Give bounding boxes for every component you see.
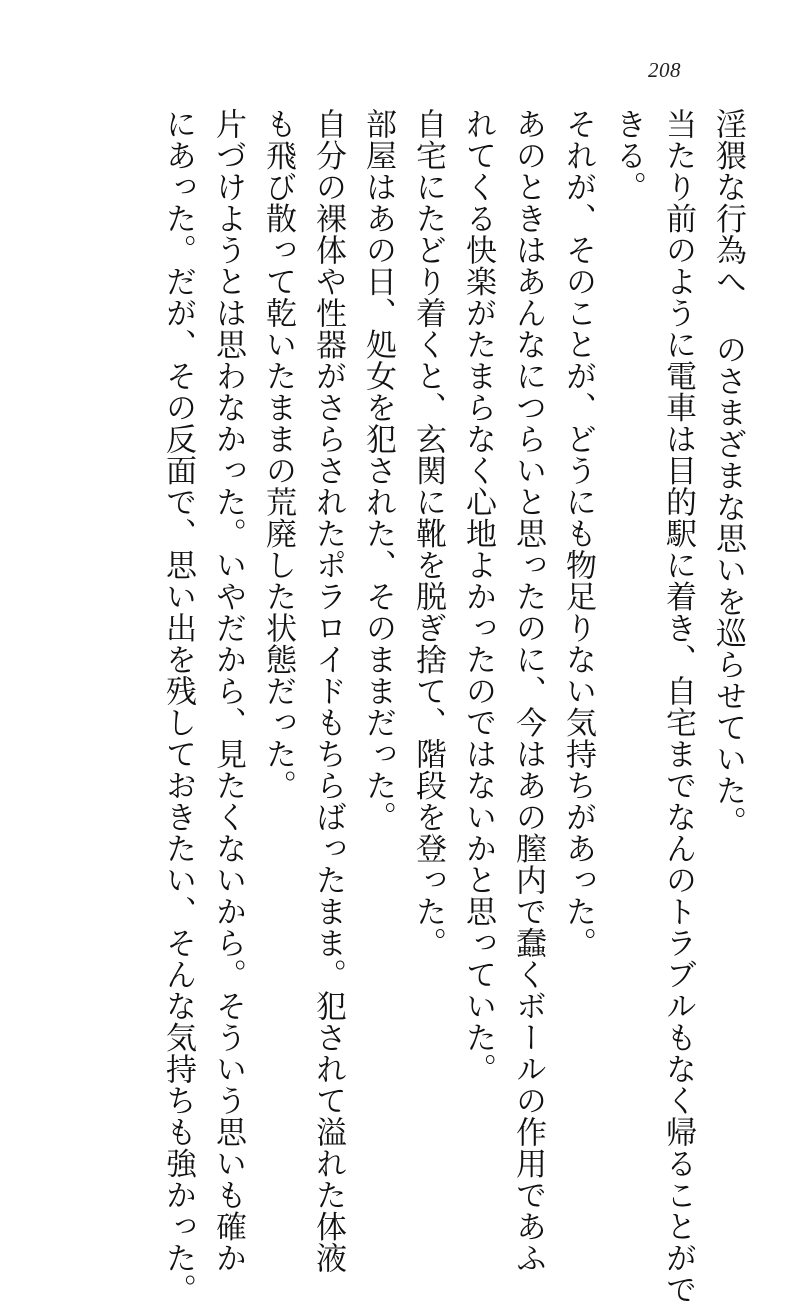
text-line: 自宅にたどり着くと、玄関に靴を脱ぎ捨て、階段を登った。 xyxy=(410,108,446,959)
text-line: 自分の裸体や性器がさらされたポラロイドもちらばったまま。犯されて溢れた体液 xyxy=(310,108,346,1274)
text-line: も飛び散って乾いたままの荒廃した状態だった。 xyxy=(260,108,296,801)
vertical-text-block xyxy=(153,108,753,1305)
text-line: にあった。だが、その反面で、思い出を残しておきたい、そんな気持ちも強かった。 xyxy=(160,108,196,1305)
text-line: 淫猥な行為へ のさまざまな思いを巡らせていた。 xyxy=(710,108,746,838)
text-line: 片づけようとは思わなかった。いやだから、見たくないから。そういう思いも確か xyxy=(210,108,246,1274)
text-line: きる。 xyxy=(610,108,646,203)
text-line: れてくる快楽がたまらなく心地よかったのではないかと思っていた。 xyxy=(460,108,496,1085)
page-number: 208 xyxy=(648,58,681,82)
text-line: それが、そのことが、どうにも物足りない気持ちがあった。 xyxy=(560,108,596,959)
text-line: 当たり前のように電車は目的駅に着き、自宅までなんのトラブルもなく帰ることがで xyxy=(660,108,696,1305)
text-line: あのときはあんなにつらいと思ったのに、今はあの膣内で蠢くボールの作用であふ xyxy=(510,108,546,1274)
text-line: 部屋はあの日、処女を犯された、そのままだった。 xyxy=(360,108,396,833)
